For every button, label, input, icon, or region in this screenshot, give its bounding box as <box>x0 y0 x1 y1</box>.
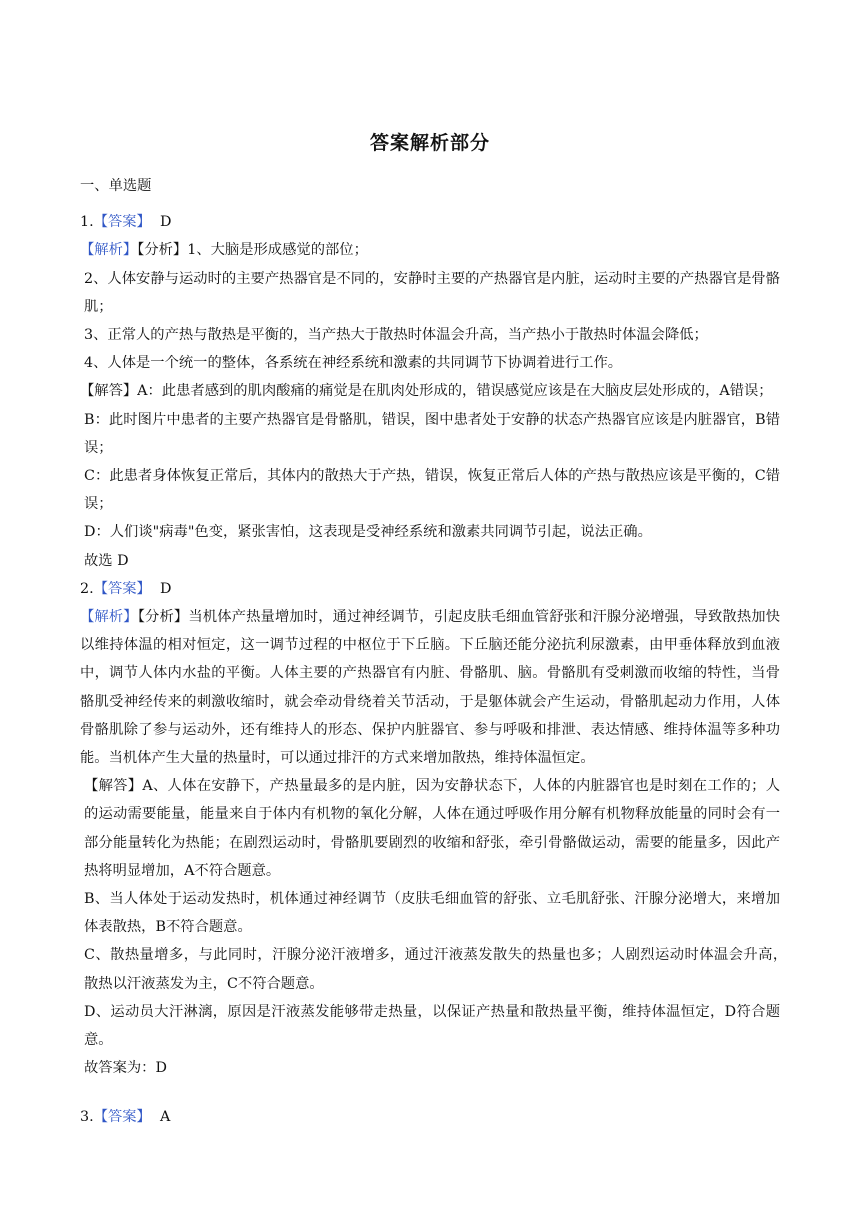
answer-content <box>80 170 795 1131</box>
q1-answer-label: 【答案】 <box>93 214 151 231</box>
q2-analysis-label: 【解析】 <box>80 609 138 626</box>
q2-analysis: 【分析】当机体产热量增加时，通过神经调节，引起皮肤毛细血管舒张和汗腺分泌增强，导致散热加快以维持体温的相对恒定，这一调节过程的中枢位于下丘脑。下丘脑还能分泌抗利尿激素，由甲垂体释放到血液中，调节人体内水盐的平衡。人体主要的产热器官有内脏、骨骼肌、脑。骨骼肌有受刺激而收缩的特性，当骨骼肌受神经传来的刺激收缩时，就会牵动骨绕着关节活动，于是躯体就会产生运动，骨骼肌起动力作用，人体骨骼肌除了参与运动外，还有维持人的形态、保护内脏器官、参与呼吸和排泄、表达情感、维持体温等多种功能。当机体产生大量的热量时，可以通过排汗的方式来增加散热，维持体温恒定。 <box>80 609 780 767</box>
q1-answer-line <box>80 208 780 236</box>
q3-answer-line <box>80 1103 780 1131</box>
q1-analysis-2: 2、人体安静与运动时的主要产热器官是不同的，安静时主要的产热器官是内脏，运动时主要的产热器官是骨骼肌； <box>84 270 780 315</box>
q1-conclusion: 故选 D <box>84 552 129 569</box>
q2-solution-b: B、当人体处于运动发热时，机体通过神经调节（皮肤毛细血管的舒张、立毛肌舒张、汗腺分泌增大，来增加体表散热，B不符合题意。 <box>84 891 780 936</box>
q2-solution-a: 【解答】A、人体在安静下，产热量最多的是内脏，因为安静状态下，人体的内脏器官也是时刻在工作的；人的运动需要能量，能量来自于体内有机物的氧化分解，人体在通过呼吸作用分解有机物释放能量的同时会有一部分能量转化为热能；在剧烈运动时，骨骼肌要剧烈的收缩和舒张，牵引骨骼做运动，需要的能量多，因此产热将明显增加，A不符合题意。 <box>84 778 780 879</box>
page-title: 答案解析部分 <box>369 132 490 154</box>
q2-solution-c: C、散热量增多，与此同时，汗腺分泌汗液增多，通过汗液蒸发散失的热量也多；人剧烈运动时体温会升高， 散热以汗液蒸发为主，C不符合题意。 <box>84 947 795 992</box>
q2-conclusion: 故答案为：D <box>84 1060 167 1077</box>
q1-solution-a: 【解答】A：此患者感到的肌肉酸痛的痛觉是在肌肉处形成的，错误感觉应该是在大脑皮层处形成的，A错误； <box>80 383 773 400</box>
section-heading: 一、单选题 <box>80 178 152 194</box>
q2-number: 2. <box>80 580 94 597</box>
q3-answer-label: 【答案】 <box>93 1108 151 1125</box>
q1-solution-b: B：此时图片中患者的主要产热器官是骨骼肌，错误，图中患者处于安静的状态产热器官应该是内脏器官，B错误； <box>84 411 780 456</box>
q1-analysis-label: 【解析】 <box>80 242 138 259</box>
q1-analysis-3: 3、正常人的产热与散热是平衡的，当产热大于散热时体温会升高，当产热小于散热时体温会降低； <box>84 327 708 344</box>
q1-answer: D <box>159 214 172 231</box>
q1-analysis-1: 【分析】1、大脑是形成感觉的部位； <box>137 242 368 259</box>
q2-analysis-line <box>80 603 780 772</box>
q1-analysis-line <box>80 236 780 264</box>
spacer <box>80 1083 780 1103</box>
q1-solution-d: D：人们谈"病毒"色变，紧张害怕，这表现是受神经系统和激素共同调节引起，说法正确。 <box>84 524 652 541</box>
q3-answer: A <box>159 1108 171 1125</box>
q2-answer: D <box>159 580 172 597</box>
q3-number: 3. <box>80 1108 94 1125</box>
q1-analysis-4: 4、人体是一个统一的整体，各系统在神经系统和激素的共同调节下协调着进行工作。 <box>84 355 623 372</box>
q1-solution-c: C：此患者身体恢复正常后，其体内的散热大于产热，错误，恢复正常后人体的产热与散热应该是平衡的，C错误； <box>84 468 780 513</box>
q2-solution-d: D、运动员大汗淋漓，原因是汗液蒸发能够带走热量，以保证产热量和散热量平衡，维持体温恒定，D符合题意。 <box>84 1003 780 1049</box>
q2-answer-label: 【答案】 <box>93 580 151 597</box>
q2-answer-line <box>80 575 780 603</box>
q1-number: 1. <box>80 214 94 231</box>
